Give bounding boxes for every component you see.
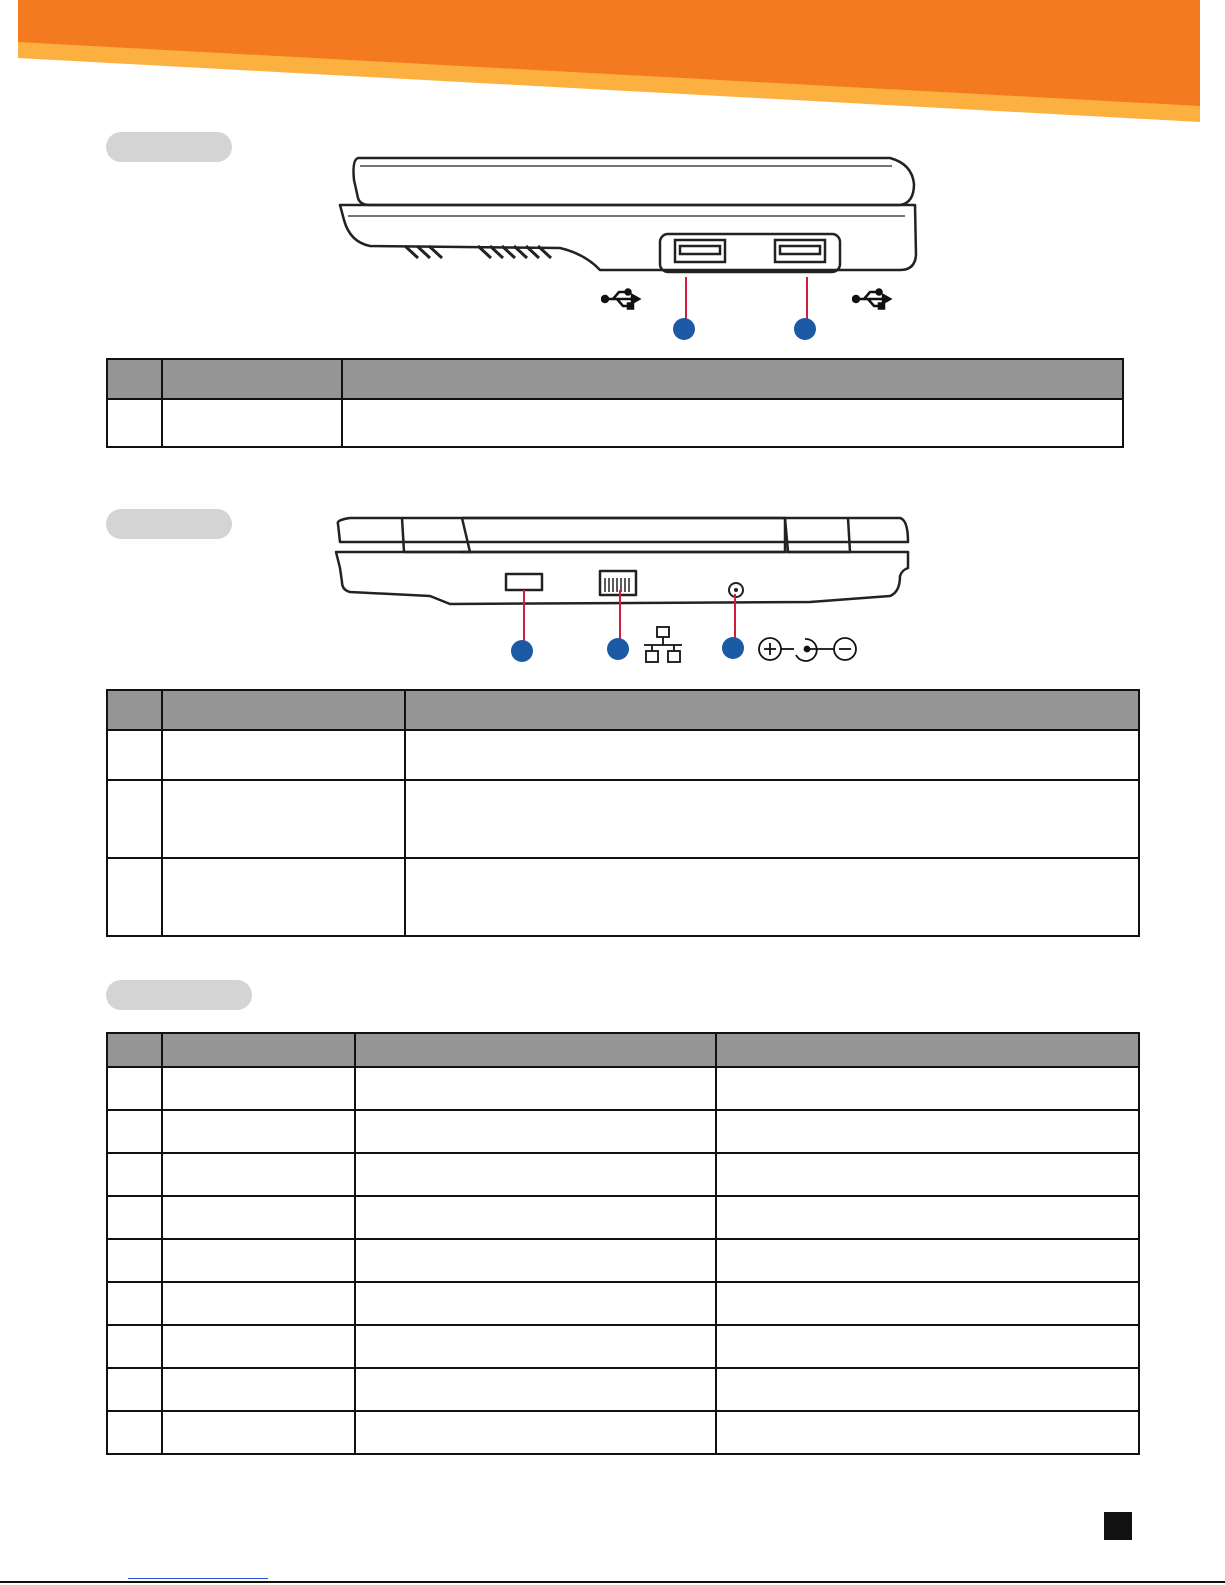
- table-row: [107, 399, 1123, 447]
- table-header-cell: [405, 690, 1139, 730]
- header-banner: [0, 0, 1225, 130]
- callout-marker-2: [794, 318, 816, 340]
- table-header-cell: [107, 359, 162, 399]
- table-row: [107, 1153, 1139, 1196]
- section-label-pill: [106, 980, 252, 1010]
- table-row: [107, 1067, 1139, 1110]
- table-header-cell: [107, 1033, 162, 1067]
- table-header-cell: [162, 359, 342, 399]
- footer-link-underline: [128, 1578, 268, 1579]
- table-row: [107, 1110, 1139, 1153]
- footer-divider: [0, 1581, 1225, 1583]
- page-number-marker: [1104, 1512, 1132, 1540]
- table-header-cell: [342, 359, 1123, 399]
- table-row: [107, 780, 1139, 858]
- network-icon: [640, 625, 686, 665]
- table-row: [107, 1368, 1139, 1411]
- usb-icon: [601, 288, 643, 310]
- section-label-pill: [106, 132, 232, 162]
- table-row: [107, 1325, 1139, 1368]
- callout-leader-line: [523, 590, 525, 642]
- usb-icon: [852, 288, 894, 310]
- laptop-side-view-illustration: [330, 150, 930, 350]
- table-header-cell: [162, 690, 405, 730]
- callout-marker-1: [673, 318, 695, 340]
- callout-marker-3: [722, 637, 744, 659]
- table-row: [107, 730, 1139, 780]
- table-row: [107, 1196, 1139, 1239]
- table-header-cell: [716, 1033, 1139, 1067]
- section-label-pill: [106, 509, 232, 539]
- callout-leader-line: [685, 277, 687, 322]
- spec-table-1: [106, 358, 1124, 448]
- table-header-cell: [107, 690, 162, 730]
- table-header-cell: [355, 1033, 716, 1067]
- spec-table-2: [106, 689, 1140, 937]
- callout-leader-line: [806, 277, 808, 322]
- callout-marker-1: [511, 640, 533, 662]
- dc-power-polarity-icon: [756, 635, 860, 663]
- laptop-rear-view-illustration: [330, 512, 920, 612]
- callout-leader-line: [734, 594, 736, 640]
- spec-table-3: [106, 1032, 1140, 1455]
- table-row: [107, 1239, 1139, 1282]
- table-row: [107, 858, 1139, 936]
- callout-leader-line: [619, 590, 621, 642]
- table-row: [107, 1282, 1139, 1325]
- table-row: [107, 1411, 1139, 1454]
- callout-marker-2: [607, 638, 629, 660]
- table-header-cell: [162, 1033, 355, 1067]
